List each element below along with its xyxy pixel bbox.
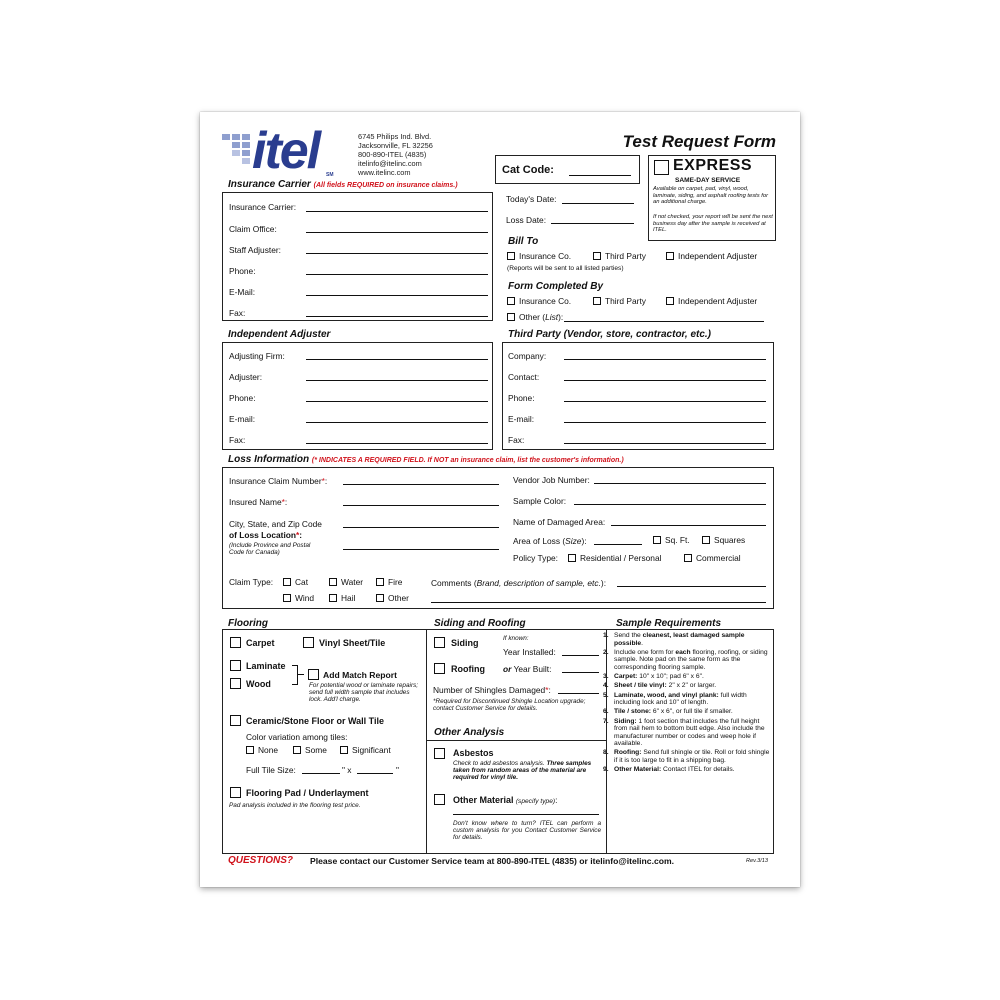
other-material-field[interactable] <box>453 814 599 815</box>
variation-some-checkbox[interactable] <box>293 746 301 754</box>
residential-label: Residential / Personal <box>580 553 662 563</box>
claim-type-cat-checkbox[interactable] <box>283 578 291 586</box>
color-variation-label: Color variation among tiles: <box>246 732 348 742</box>
siding-label: Siding <box>451 638 479 648</box>
carpet-label: Carpet <box>246 638 275 648</box>
express-subtitle: SAME-DAY SERVICE <box>675 177 741 184</box>
company-address: 6745 Philips Ind. Blvd. Jacksonville, FL 32256 800-890-ITEL (4835) itelinfo@itelinc.com www.itelinc.com <box>358 132 433 177</box>
sample-requirements-title: Sample Requirements <box>616 618 722 629</box>
sample-requirements-list <box>603 632 773 775</box>
vinyl-checkbox[interactable] <box>303 637 314 648</box>
loss-location-label: of Loss Location*: <box>229 530 303 540</box>
bill-to-title: Bill To <box>508 236 539 247</box>
requirement-item: 5. Laminate, wood, and vinyl plank: full width including lock and 10" of length. <box>603 691 747 707</box>
pad-note: Pad analysis included in the flooring test price. <box>229 802 361 809</box>
squares-checkbox[interactable] <box>702 536 710 544</box>
claim-office-field[interactable] <box>306 232 488 233</box>
roofing-checkbox[interactable] <box>434 663 445 674</box>
ceramic-checkbox[interactable] <box>230 715 241 726</box>
city-state-zip-field[interactable] <box>343 527 499 528</box>
carrier-fax-label: Fax: <box>229 308 246 318</box>
todays-date-field[interactable] <box>562 203 634 204</box>
divider-other-analysis <box>426 740 606 741</box>
completed-other-field[interactable] <box>564 321 764 322</box>
asbestos-note: Check to add asbestos analysis. Three samples taken from random areas of the material are required for vinyl tile. <box>453 760 592 782</box>
loss-location-field[interactable] <box>343 549 499 550</box>
add-match-checkbox[interactable] <box>308 669 319 680</box>
other-material-label: Other Material (specify type): <box>453 795 558 805</box>
questions-label: QUESTIONS? <box>228 855 294 866</box>
canada-note-1: (Include Province and Postal <box>229 542 311 549</box>
year-built-field[interactable] <box>562 672 599 673</box>
insured-name-field[interactable] <box>343 505 499 506</box>
sample-color-label: Sample Color: <box>513 496 567 506</box>
requirement-item: 9. Other Material: Contact ITEL for details. <box>603 766 735 774</box>
requirement-item: 2. Include one form for each flooring, roofing, or siding sample. Note pad on the same form as the corresponding flooring sample. <box>603 648 768 671</box>
third-party-email-field[interactable] <box>564 422 766 423</box>
canada-note-2: Code for Canada) <box>229 549 280 556</box>
vendor-job-label: Vendor Job Number: <box>513 475 590 485</box>
damaged-area-label: Name of Damaged Area: <box>513 517 606 527</box>
variation-significant-checkbox[interactable] <box>340 746 348 754</box>
area-of-loss-field[interactable] <box>594 544 642 545</box>
company-field[interactable] <box>564 359 766 360</box>
city-state-zip-label: City, State, and Zip Code <box>229 519 322 529</box>
adjusting-firm-field[interactable] <box>306 359 488 360</box>
carrier-phone-label: Phone: <box>229 266 256 276</box>
bill-to-insurance-label: Insurance Co. <box>519 251 572 261</box>
adjuster-field[interactable] <box>306 380 488 381</box>
year-installed-field[interactable] <box>562 655 599 656</box>
adjuster-phone-field[interactable] <box>306 401 488 402</box>
completed-adjuster-checkbox[interactable] <box>666 297 674 305</box>
divider-flooring <box>426 629 427 854</box>
claim-type-other-checkbox[interactable] <box>376 594 384 602</box>
variation-none-checkbox[interactable] <box>246 746 254 754</box>
form-completed-by-title: Form Completed By <box>508 281 604 292</box>
requirement-item: 7. Siding: 1 foot section that includes the full height from nail hem to bottom butt edge. Also include the manufacturer number or codes and weep hole if available. <box>603 717 765 748</box>
third-party-fax-field[interactable] <box>564 443 766 444</box>
squares-label: Squares <box>714 535 746 545</box>
cat-code-label: Cat Code: <box>502 164 554 176</box>
asbestos-label: Asbestos <box>453 748 494 758</box>
year-built-label: or Year Built: <box>503 664 552 674</box>
laminate-wood-bracket <box>292 665 298 685</box>
carrier-phone-field[interactable] <box>306 274 488 275</box>
other-material-checkbox[interactable] <box>434 794 445 805</box>
completed-adjuster-label: Independent Adjuster <box>678 296 758 306</box>
customer-service-text: Please contact our Customer Service team at 800-890-ITEL (4835) or itelinfo@itelinc.com. <box>310 856 675 866</box>
comments-label: Comments (Brand, description of sample, etc.): <box>431 578 607 588</box>
bill-to-third-party-label: Third Party <box>605 251 646 261</box>
adjusting-firm-label: Adjusting Firm: <box>229 351 285 361</box>
add-match-label: Add Match Report <box>323 670 397 680</box>
completed-other-checkbox[interactable] <box>507 313 515 321</box>
adjuster-fax-label: Fax: <box>229 435 246 445</box>
form-title: Test Request Form <box>622 132 776 151</box>
tile-x-mark: " x <box>342 765 352 775</box>
sq-ft-checkbox[interactable] <box>653 536 661 544</box>
variation-some-label: Some <box>305 745 327 755</box>
cat-code-box[interactable] <box>495 155 640 184</box>
third-party-email-label: E-mail: <box>508 414 535 424</box>
wood-checkbox[interactable] <box>230 678 241 689</box>
todays-date-label: Today's Date: <box>506 194 557 204</box>
area-of-loss-label: Area of Loss (Size): <box>513 536 587 546</box>
roofing-label: Roofing <box>451 664 485 674</box>
commercial-checkbox[interactable] <box>684 554 692 562</box>
pad-checkbox[interactable] <box>230 787 241 798</box>
siding-checkbox[interactable] <box>434 637 445 648</box>
staff-adjuster-label: Staff Adjuster: <box>229 245 281 255</box>
shingles-damaged-field[interactable] <box>558 693 599 694</box>
claim-type-cat-label: Cat <box>295 577 309 587</box>
comments-field-1[interactable] <box>617 586 766 587</box>
express-note-2: If not checked, your report will be sent the next business day after the sample is received at ITEL. <box>653 214 773 234</box>
bill-to-third-party-checkbox[interactable] <box>593 252 601 260</box>
requirement-item: 1. Send the cleanest, least damaged sample possible. <box>603 632 745 647</box>
siding-roofing-title: Siding and Roofing <box>434 618 526 629</box>
insurance-carrier-label: Insurance Carrier: <box>229 202 297 212</box>
insurance-carrier-field[interactable] <box>306 211 488 212</box>
full-tile-size-label: Full Tile Size: <box>246 765 296 775</box>
third-party-title: Third Party (Vendor, store, contractor, etc.) <box>508 329 712 340</box>
bill-to-note: (Reports will be sent to all listed parties) <box>507 265 624 272</box>
carrier-email-label: E-Mail: <box>229 287 256 297</box>
company-label: Company: <box>508 351 547 361</box>
loss-information-title: Loss Information (* INDICATES A REQUIRED FIELD. If NOT an insurance claim, list the customer's information.) <box>228 454 624 465</box>
laminate-checkbox[interactable] <box>230 660 241 671</box>
shingles-note: *Required for Discontinued Shingle Location upgrade; contact Customer Service for details. <box>433 698 586 713</box>
completed-insurance-label: Insurance Co. <box>519 296 572 306</box>
carrier-fax-field[interactable] <box>306 316 488 317</box>
insured-name-label: Insured Name*: <box>229 497 288 507</box>
adjuster-email-label: E-mail: <box>229 414 256 424</box>
itel-logo <box>222 122 350 180</box>
sq-ft-label: Sq. Ft. <box>665 535 690 545</box>
completed-other-label: Other (List): <box>519 312 564 322</box>
revision-label: Rev.3/13 <box>746 858 768 864</box>
contact-field[interactable] <box>564 380 766 381</box>
add-match-note: For potential wood or laminate repairs; send full width sample that includes lock. Add'l charge. <box>309 682 419 704</box>
year-installed-label: Year Installed: <box>503 647 556 657</box>
claim-number-label: Insurance Claim Number*: <box>229 476 328 486</box>
ceramic-label: Ceramic/Stone Floor or Wall Tile <box>246 716 385 726</box>
bill-to-adjuster-checkbox[interactable] <box>666 252 674 260</box>
claim-type-fire-label: Fire <box>388 577 403 587</box>
cat-code-line <box>569 175 631 176</box>
bracket-connector <box>297 674 304 675</box>
claim-type-water-checkbox[interactable] <box>329 578 337 586</box>
claim-number-field[interactable] <box>343 484 499 485</box>
other-analysis-title: Other Analysis <box>434 727 505 738</box>
carrier-email-field[interactable] <box>306 295 488 296</box>
express-title: EXPRESS <box>673 157 753 174</box>
adjuster-phone-label: Phone: <box>229 393 256 403</box>
residential-checkbox[interactable] <box>568 554 576 562</box>
completed-third-party-checkbox[interactable] <box>593 297 601 305</box>
claim-type-hail-checkbox[interactable] <box>329 594 337 602</box>
independent-adjuster-title: Independent Adjuster <box>228 329 331 340</box>
tile-height-field[interactable] <box>357 773 393 774</box>
flooring-title: Flooring <box>228 618 268 629</box>
policy-type-label: Policy Type: <box>513 553 558 563</box>
express-note-1: Available on carpet, pad, vinyl, wood, laminate, siding, and asphalt roofing tests for an additional charge. <box>653 186 769 206</box>
bill-to-insurance-checkbox[interactable] <box>507 252 515 260</box>
adjuster-label: Adjuster: <box>229 372 263 382</box>
vendor-job-field[interactable] <box>594 483 766 484</box>
shingles-damaged-label: Number of Shingles Damaged*: <box>433 685 551 695</box>
sample-color-field[interactable] <box>574 504 766 505</box>
third-party-phone-field[interactable] <box>564 401 766 402</box>
staff-adjuster-field[interactable] <box>306 253 488 254</box>
other-analysis-note: Don't know where to turn? ITEL can perform a custom analysis for you Contact Customer Service for details. <box>453 820 601 842</box>
loss-date-field[interactable] <box>551 223 634 224</box>
variation-none-label: None <box>258 745 279 755</box>
third-party-fax-label: Fax: <box>508 435 525 445</box>
adjuster-fax-field[interactable] <box>306 443 488 444</box>
requirement-item: 6. Tile / stone: 6" x 6", or full tile if smaller. <box>603 708 733 716</box>
requirement-item: 4. Sheet / tile vinyl: 2" x 2" or larger. <box>603 682 717 690</box>
logo-sm-mark: SM <box>326 172 334 178</box>
tile-width-field[interactable] <box>302 773 340 774</box>
laminate-label: Laminate <box>246 661 286 671</box>
wood-label: Wood <box>246 679 271 689</box>
asbestos-checkbox[interactable] <box>434 748 445 759</box>
comments-field-2[interactable] <box>431 602 766 603</box>
loss-date-label: Loss Date: <box>506 215 547 225</box>
pad-label: Flooring Pad / Underlayment <box>246 788 369 798</box>
damaged-area-field[interactable] <box>611 525 766 526</box>
claim-type-wind-checkbox[interactable] <box>283 594 291 602</box>
if-known-note: If known: <box>503 635 529 642</box>
express-checkbox[interactable] <box>654 160 669 175</box>
claim-type-wind-label: Wind <box>295 593 315 603</box>
contact-label: Contact: <box>508 372 540 382</box>
variation-significant-label: Significant <box>352 745 391 755</box>
claim-type-hail-label: Hail <box>341 593 356 603</box>
tile-inch-mark: " <box>396 765 399 775</box>
carpet-checkbox[interactable] <box>230 637 241 648</box>
logo-wordmark: itel <box>252 122 320 180</box>
claim-office-label: Claim Office: <box>229 224 277 234</box>
completed-insurance-checkbox[interactable] <box>507 297 515 305</box>
vinyl-label: Vinyl Sheet/Tile <box>319 638 386 648</box>
claim-type-label: Claim Type: <box>229 577 274 587</box>
bill-to-adjuster-label: Independent Adjuster <box>678 251 758 261</box>
commercial-label: Commercial <box>696 553 741 563</box>
requirement-item: 8. Roofing: Send full shingle or tile. Roll or fold shingle if it is too large to fit in a shipping bag. <box>603 749 770 765</box>
insurance-carrier-title: Insurance Carrier (All fields REQUIRED on insurance claims.) <box>228 179 458 190</box>
claim-type-water-label: Water <box>341 577 364 587</box>
claim-type-fire-checkbox[interactable] <box>376 578 384 586</box>
completed-third-party-label: Third Party <box>605 296 646 306</box>
test-request-form-page <box>200 112 800 887</box>
claim-type-other-label: Other <box>388 593 409 603</box>
adjuster-email-field[interactable] <box>306 422 488 423</box>
requirement-item: 3. Carpet: 10" x 10"; pad 6" x 6". <box>603 673 704 681</box>
express-box <box>648 155 776 241</box>
third-party-phone-label: Phone: <box>508 393 535 403</box>
